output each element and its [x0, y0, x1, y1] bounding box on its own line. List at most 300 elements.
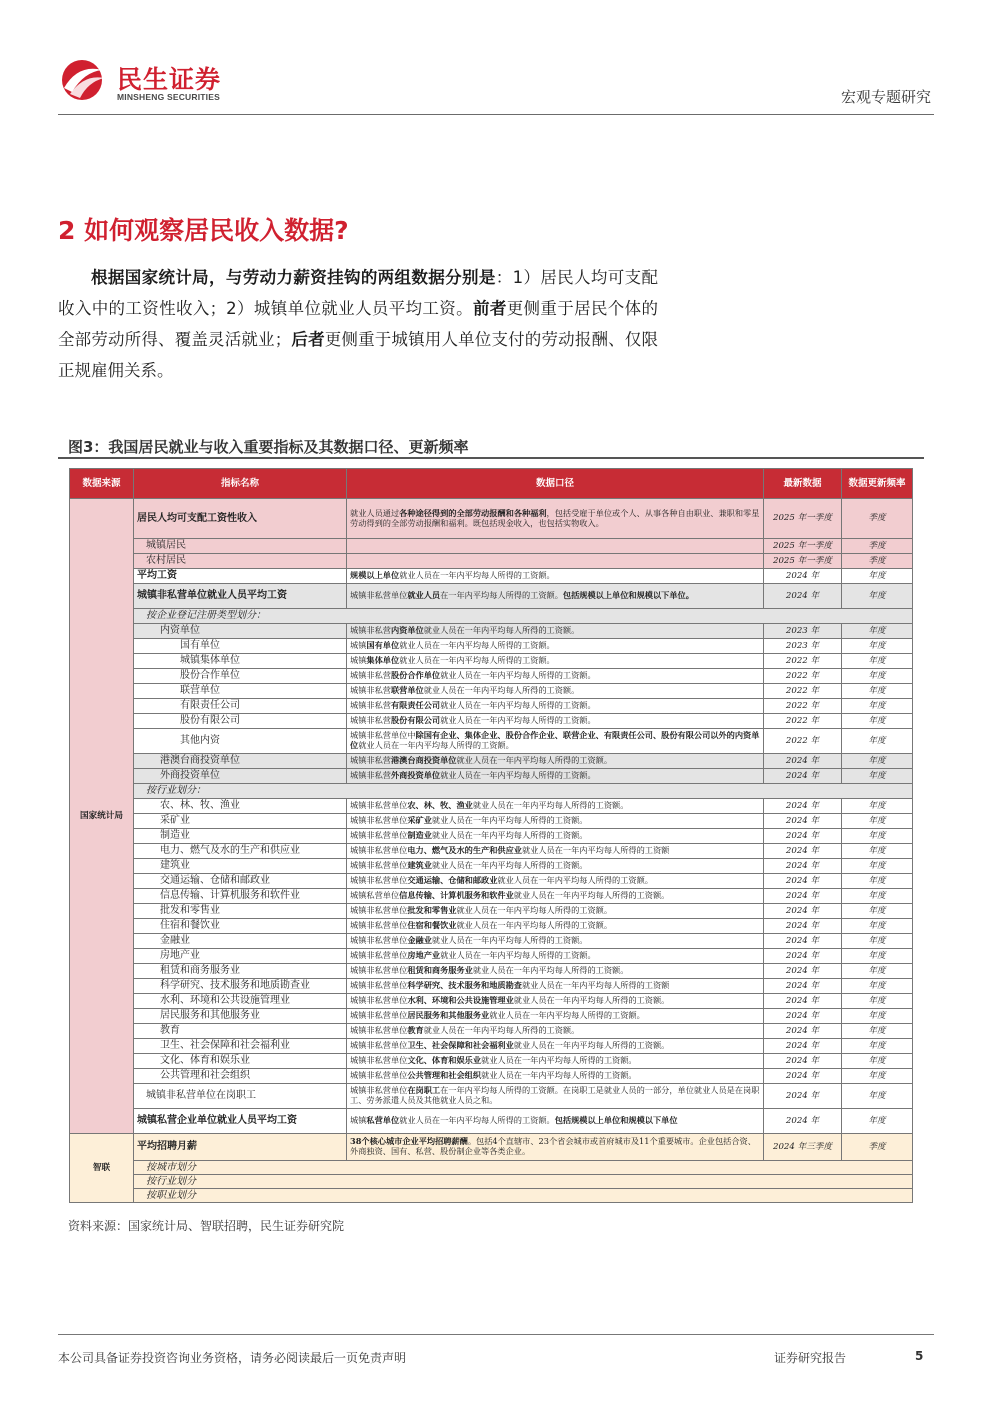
update-frequency-cell: 季度	[842, 554, 913, 569]
definition-cell	[347, 994, 764, 1009]
report-type: 宏观专题研究	[840, 88, 931, 106]
definition-run: 就业人员在一年内平均每人所得的工资额。	[399, 1115, 555, 1126]
update-frequency-cell: 年度	[842, 1024, 913, 1039]
definition-cell	[347, 844, 764, 859]
update-frequency-cell: 年度	[842, 754, 913, 769]
update-frequency-cell: 年度	[842, 684, 913, 699]
table-row	[70, 784, 913, 799]
latest-data-cell: 2024 年	[764, 799, 842, 814]
definition-run: 城镇非私营单位	[350, 1040, 408, 1051]
definition-bold-run: 外商投资单位	[390, 770, 441, 781]
definition-run: 就业人员在一年内平均每人所得的工资额。	[456, 755, 613, 766]
footer-disclaimer: 本公司具备证券投资咨询业务资格，请务必阅读最后一页免责声明	[58, 1351, 407, 1365]
definition-bold-run: 教育	[407, 1025, 424, 1036]
update-frequency-cell: 年度	[842, 994, 913, 1009]
definition-cell	[347, 814, 764, 829]
indicator-name-cell: 住宿和餐饮业	[134, 919, 347, 934]
definition-run: 城镇非私营	[350, 700, 391, 711]
definition-bold-run: 农、林、牧、渔业	[407, 800, 473, 811]
indicator-name-cell: 金融业	[134, 934, 347, 949]
indicator-name-cell: 采矿业	[134, 814, 347, 829]
indicator-name-cell: 房地产业	[134, 949, 347, 964]
definition-bold-run: 制造业	[407, 830, 432, 841]
definition-bold-run: 金融业	[407, 935, 432, 946]
definition-run: 在一年内平均每人所得的工资额。在岗职工是就业人员的一部分，单位就业人员是在岗职工、劳务派遣人员及其他就业人员之和。	[350, 1085, 760, 1105]
paragraph-bold-run: 后者	[291, 330, 325, 349]
indicator-name-cell: 按城市划分	[134, 1161, 913, 1175]
table-row	[70, 1009, 913, 1024]
update-frequency-cell: 季度	[842, 1134, 913, 1161]
indicator-name-cell: 国有单位	[134, 639, 347, 654]
definition-cell	[347, 904, 764, 919]
update-frequency-cell: 年度	[842, 814, 913, 829]
definition-bold-run: 集体单位	[366, 655, 400, 666]
table-row	[70, 874, 913, 889]
definition-run: 就业人员在一年内平均每人所得的工资额。	[431, 815, 588, 826]
footer-doc-type: 证券研究报告	[774, 1351, 847, 1365]
definition-cell	[347, 669, 764, 684]
definition-bold-run: 各种途径得到的全部劳动报酬和各种福利	[399, 507, 547, 518]
table-row	[70, 769, 913, 784]
table-row	[70, 994, 913, 1009]
indicator-name-cell: 按职业划分	[134, 1189, 913, 1203]
table-row	[70, 814, 913, 829]
indicator-name-cell: 按企业登记注册类型划分：	[134, 609, 913, 624]
definition-run: 就业人员在一年内平均每人所得的工资额。	[440, 715, 596, 726]
update-frequency-cell: 年度	[842, 584, 913, 609]
indicator-name-cell: 卫生、社会保障和社会福利业	[134, 1039, 347, 1054]
table-row	[70, 1039, 913, 1054]
indicator-name-cell: 按行业划分	[134, 1175, 913, 1189]
definition-run: 。包括4个直辖市、23个省会城市或首府城市及11个重要城市。企业包括合资、外商独资、国有、私营、股份制企业等各类企业。	[350, 1136, 756, 1156]
definition-cell	[347, 919, 764, 934]
definition-cell	[347, 714, 764, 729]
brand-name-en: MINSHENG SECURITIES	[117, 92, 220, 102]
indicator-name-cell: 城镇集体单位	[134, 654, 347, 669]
definition-cell	[347, 1024, 764, 1039]
definition-cell	[347, 934, 764, 949]
indicator-name-cell: 租赁和商务服务业	[134, 964, 347, 979]
definition-run: 就业人员在一年内平均每人所得的工资额。	[431, 935, 588, 946]
definition-run: 城镇非私营单位	[350, 860, 408, 871]
body-paragraph	[58, 262, 658, 386]
table-row	[70, 584, 913, 609]
table-row	[70, 964, 913, 979]
update-frequency-cell: 年度	[842, 1009, 913, 1024]
definition-cell	[347, 979, 764, 994]
definition-run: 就业人员在一年内平均每人所得的工资额。	[440, 950, 596, 961]
update-frequency-cell: 年度	[842, 729, 913, 754]
definition-run: 就业人员在一年内平均每人所得的工资额。	[513, 890, 670, 901]
update-frequency-cell: 年度	[842, 844, 913, 859]
table-row	[70, 1084, 913, 1109]
definition-cell	[347, 1009, 764, 1024]
update-frequency-cell: 季度	[842, 499, 913, 539]
definition-bold-run: 规模以上单位	[350, 570, 400, 581]
definition-run: 城镇非私营	[350, 625, 391, 636]
definition-run: 就业人员在一年内平均每人所得的工资额。	[456, 905, 613, 916]
header-indicator: 指标名称	[134, 469, 347, 499]
definition-cell	[347, 499, 764, 539]
definition-run: ，包括受雇于单位或个人、从事各种自由职业、兼职和零星劳动得到的全部劳动报酬和福利。既包括现金收入，也包括实物收入。	[350, 507, 760, 528]
latest-data-cell: 2024 年	[764, 814, 842, 829]
definition-bold-run: 国有单位	[366, 640, 400, 651]
brand-name-cn: 民生证券	[117, 65, 222, 94]
definition-bold-run: 港澳台商投资单位	[390, 755, 457, 766]
definition-run: 城镇非私营单位	[350, 800, 408, 811]
latest-data-cell: 2024 年	[764, 754, 842, 769]
table-row	[70, 609, 913, 624]
definition-run: 城镇非私营单位	[350, 1055, 408, 1066]
latest-data-cell: 2024 年	[764, 1069, 842, 1084]
figure-title: 图3：我国居民就业与收入重要指标及其数据口径、更新频率	[68, 438, 469, 456]
table-row	[70, 949, 913, 964]
definition-run: 城镇非私营单位	[350, 905, 408, 916]
definition-run: 就业人员在一年内平均每人所得的工资额。	[399, 655, 555, 666]
definition-run: 就业人员在一年内平均每人所得的工资额。	[399, 570, 555, 581]
indicator-name-cell: 平均工资	[134, 569, 347, 584]
update-frequency-cell: 年度	[842, 1039, 913, 1054]
update-frequency-cell: 年度	[842, 714, 913, 729]
update-frequency-cell: 年度	[842, 1069, 913, 1084]
definition-run: 就业人员在一年内平均每人所得的工资额。	[399, 640, 555, 651]
table-row	[70, 1054, 913, 1069]
definition-run: 就业人员在一年内平均每人所得的工资额。	[489, 1010, 645, 1021]
definition-run: 城镇非私营单位	[350, 920, 408, 931]
indicator-name-cell: 教育	[134, 1024, 347, 1039]
source-cell: 智联	[70, 1134, 134, 1203]
indicator-name-cell: 其他内资	[134, 729, 347, 754]
definition-run: 就业人员在一年内平均每人所得的工资额。	[423, 625, 580, 636]
definition-run: 就业人员在一年内平均每人所得的工资额。	[513, 1040, 670, 1051]
indicator-name-cell: 外商投资单位	[134, 769, 347, 784]
definition-run: 城镇非私营单位	[350, 980, 408, 991]
latest-data-cell: 2024 年	[764, 569, 842, 584]
update-frequency-cell: 年度	[842, 769, 913, 784]
update-frequency-cell: 年度	[842, 979, 913, 994]
update-frequency-cell: 年度	[842, 919, 913, 934]
indicator-name-cell: 股份有限公司	[134, 714, 347, 729]
table-row	[70, 1189, 913, 1203]
header-divider	[58, 114, 934, 115]
latest-data-cell: 2022 年	[764, 669, 842, 684]
paragraph-run: 更侧重于居民个体的全部劳动所得、覆盖灵活就业；	[58, 299, 659, 349]
definition-run: 城镇非私营	[350, 715, 391, 726]
indicator-name-cell: 股份合作单位	[134, 669, 347, 684]
definition-run: 就业人员在一年内平均每人所得的工资额。	[481, 1055, 637, 1066]
latest-data-cell: 2024 年	[764, 904, 842, 919]
minsheng-logo-icon	[58, 58, 108, 102]
latest-data-cell: 2024 年	[764, 1054, 842, 1069]
latest-data-cell: 2024 年	[764, 919, 842, 934]
indicator-name-cell: 农、林、牧、渔业	[134, 799, 347, 814]
definition-run: 城镇非私营单位	[350, 815, 408, 826]
definition-bold-run: 交通运输、仓储和邮政业	[407, 875, 498, 886]
definition-run: 就业人员在一年内平均每人所得的工资额。	[423, 685, 580, 696]
definition-run: 就业人员在一年内平均每人所得的工资额。	[423, 1025, 580, 1036]
header-definition: 数据口径	[347, 469, 764, 499]
update-frequency-cell: 年度	[842, 964, 913, 979]
header-latest: 最新数据	[764, 469, 842, 499]
definition-run: 城镇非私营单位中	[350, 730, 416, 741]
update-frequency-cell: 年度	[842, 1109, 913, 1134]
indicator-name-cell: 居民人均可支配工资性收入	[134, 499, 347, 539]
table-row	[70, 889, 913, 904]
latest-data-cell: 2024 年	[764, 769, 842, 784]
update-frequency-cell: 季度	[842, 539, 913, 554]
table-row	[70, 1161, 913, 1175]
definition-cell	[347, 889, 764, 904]
latest-data-cell: 2024 年	[764, 1039, 842, 1054]
indicator-name-cell: 科学研究、技术服务和地质勘查业	[134, 979, 347, 994]
update-frequency-cell: 年度	[842, 859, 913, 874]
definition-bold-run: 电力、燃气及水的生产和供应业	[407, 845, 522, 856]
definition-cell	[347, 654, 764, 669]
indicator-name-cell: 城镇私营企业单位就业人员平均工资	[134, 1109, 347, 1134]
definition-run: 城镇非私营单位	[350, 995, 408, 1006]
table-row	[70, 699, 913, 714]
table-row	[70, 684, 913, 699]
section-title: 2 如何观察居民收入数据?	[58, 216, 349, 245]
latest-data-cell: 2024 年三季度	[764, 1134, 842, 1161]
latest-data-cell: 2025 年一季度	[764, 499, 842, 539]
indicator-name-cell: 交通运输、仓储和邮政业	[134, 874, 347, 889]
indicator-table	[69, 468, 913, 1203]
definition-cell	[347, 729, 764, 754]
definition-bold-run: 包括规模以上单位和规模以下单位。	[562, 590, 694, 601]
definition-run: 就业人员在一年内平均每人所得的工资额。	[497, 875, 653, 886]
source-cell: 国家统计局	[70, 499, 134, 1134]
definition-bold-run: 内资单位	[390, 625, 424, 636]
latest-data-cell: 2024 年	[764, 844, 842, 859]
latest-data-cell: 2024 年	[764, 949, 842, 964]
indicator-table-container	[69, 468, 912, 1201]
indicator-name-cell: 信息传输、计算机服务和软件业	[134, 889, 347, 904]
latest-data-cell: 2024 年	[764, 979, 842, 994]
definition-run: 就业人员通过	[350, 507, 400, 518]
latest-data-cell: 2024 年	[764, 994, 842, 1009]
latest-data-cell: 2022 年	[764, 699, 842, 714]
definition-run: 城镇非私营单位	[350, 965, 408, 976]
indicator-name-cell: 农村居民	[134, 554, 347, 569]
definition-cell	[347, 949, 764, 964]
definition-cell	[347, 1039, 764, 1054]
definition-run: 城镇非私营单位	[350, 1010, 408, 1021]
latest-data-cell: 2024 年	[764, 874, 842, 889]
update-frequency-cell: 年度	[842, 699, 913, 714]
paragraph-bold-run: 前者	[472, 299, 507, 318]
table-row	[70, 1109, 913, 1134]
definition-cell	[347, 1069, 764, 1084]
definition-bold-run: 文化、体育和娱乐业	[407, 1055, 482, 1066]
definition-run: 就业人员在一年内平均每人所得的工资额。	[440, 700, 596, 711]
definition-cell	[347, 1084, 764, 1109]
definition-cell	[347, 1134, 764, 1161]
table-row	[70, 1134, 913, 1161]
indicator-name-cell: 电力、燃气及水的生产和供应业	[134, 844, 347, 859]
definition-cell	[347, 554, 764, 569]
definition-run: 城镇非私营	[350, 770, 391, 781]
definition-bold-run: 有限责任公司	[390, 700, 441, 711]
table-row	[70, 729, 913, 754]
header-source: 数据来源	[70, 469, 134, 499]
definition-cell	[347, 539, 764, 554]
table-row	[70, 1024, 913, 1039]
table-row	[70, 1175, 913, 1189]
table-row	[70, 979, 913, 994]
definition-run: 城镇非私营单位	[350, 1085, 408, 1096]
table-row	[70, 639, 913, 654]
page-number: 5	[915, 1349, 924, 1363]
definition-run: 城镇非私营	[350, 755, 391, 766]
table-row	[70, 624, 913, 639]
update-frequency-cell: 年度	[842, 1054, 913, 1069]
table-row	[70, 539, 913, 554]
paragraph-run: ：1）居民人均可支配收入中的工资性收入；2）城镇单位就业人员平均工资。	[58, 268, 659, 318]
table-row	[70, 829, 913, 844]
figure-title-divider	[58, 457, 924, 459]
update-frequency-cell: 年度	[842, 889, 913, 904]
definition-cell	[347, 624, 764, 639]
indicator-name-cell: 城镇非私营单位就业人员平均工资	[134, 584, 347, 609]
update-frequency-cell: 年度	[842, 949, 913, 964]
definition-bold-run: 租赁和商务服务业	[407, 965, 473, 976]
definition-cell	[347, 964, 764, 979]
indicator-name-cell: 城镇非私营单位在岗职工	[134, 1084, 347, 1109]
definition-run: 就业人员在一年内平均每人所得的工资额	[521, 845, 670, 856]
table-row	[70, 919, 913, 934]
definition-run: 就业人员在一年内平均每人所得的工资额。	[440, 670, 596, 681]
definition-cell	[347, 799, 764, 814]
definition-run: 就业人员在一年内平均每人所得的工资额。	[431, 860, 588, 871]
table-row	[70, 669, 913, 684]
update-frequency-cell: 年度	[842, 829, 913, 844]
update-frequency-cell: 年度	[842, 874, 913, 889]
definition-bold-run: 居民服务和其他服务业	[407, 1010, 490, 1021]
latest-data-cell: 2024 年	[764, 1024, 842, 1039]
definition-run: 城镇非私营单位	[350, 1070, 408, 1081]
definition-bold-run: 股份有限公司	[390, 715, 441, 726]
definition-bold-run: 卫生、社会保障和社会福利业	[407, 1040, 514, 1051]
definition-run: 就业人员在一年内平均每人所得的工资额	[521, 980, 670, 991]
indicator-name-cell: 城镇居民	[134, 539, 347, 554]
definition-run: 城镇非私营单位	[350, 1025, 408, 1036]
table-row	[70, 799, 913, 814]
latest-data-cell: 2022 年	[764, 684, 842, 699]
table-row	[70, 904, 913, 919]
table-row	[70, 554, 913, 569]
definition-cell	[347, 584, 764, 609]
update-frequency-cell: 年度	[842, 904, 913, 919]
header-frequency: 数据更新频率	[842, 469, 913, 499]
latest-data-cell: 2024 年	[764, 889, 842, 904]
indicator-name-cell: 按行业划分：	[134, 784, 913, 799]
latest-data-cell: 2024 年	[764, 1084, 842, 1109]
definition-bold-run: 房地产业	[407, 950, 441, 961]
definition-bold-run: 住宿和餐饮业	[407, 920, 457, 931]
definition-run: 城镇非私营	[350, 685, 391, 696]
definition-bold-run: 水利、环境和公共设施管理业	[407, 995, 514, 1006]
latest-data-cell: 2022 年	[764, 714, 842, 729]
update-frequency-cell: 年度	[842, 624, 913, 639]
paragraph-bold-run: 根据国家统计局，与劳动力薪资挂钩的两组数据分别是	[91, 268, 496, 287]
update-frequency-cell: 年度	[842, 639, 913, 654]
latest-data-cell: 2024 年	[764, 859, 842, 874]
definition-run: 城镇	[350, 640, 367, 651]
table-row	[70, 714, 913, 729]
definition-run: 城镇私营单位	[350, 890, 400, 901]
indicator-name-cell: 制造业	[134, 829, 347, 844]
table-row	[70, 654, 913, 669]
definition-bold-run: 建筑业	[407, 860, 432, 871]
latest-data-cell: 2025 年一季度	[764, 554, 842, 569]
indicator-name-cell: 居民服务和其他服务业	[134, 1009, 347, 1024]
figure-source-note: 资料来源：国家统计局、智联招聘，民生证券研究院	[68, 1219, 345, 1233]
definition-bold-run: 包括规模以上单位和规模以下单位	[554, 1115, 678, 1126]
table-row	[70, 844, 913, 859]
definition-run: 就业人员在一年内平均每人所得的工资额。	[513, 995, 670, 1006]
definition-bold-run: 股份合作单位	[390, 670, 441, 681]
latest-data-cell: 2023 年	[764, 624, 842, 639]
definition-bold-run: 私营单位	[366, 1115, 400, 1126]
definition-cell	[347, 1054, 764, 1069]
update-frequency-cell: 年度	[842, 1084, 913, 1109]
definition-bold-run: 信息传输、计算机服务和软件业	[399, 890, 514, 901]
definition-run: 城镇	[350, 655, 367, 666]
definition-cell	[347, 639, 764, 654]
latest-data-cell: 2024 年	[764, 829, 842, 844]
table-header-row	[70, 469, 913, 499]
table-row	[70, 569, 913, 584]
definition-run: 城镇非私营单位	[350, 590, 408, 601]
definition-cell	[347, 754, 764, 769]
definition-bold-run: 就业人员	[407, 590, 441, 601]
definition-run: 就业人员在一年内平均每人所得的工资额。	[431, 830, 588, 841]
indicator-name-cell: 平均招聘月薪	[134, 1134, 347, 1161]
definition-run: 城镇非私营单位	[350, 875, 408, 886]
definition-cell	[347, 1109, 764, 1134]
definition-cell	[347, 874, 764, 889]
indicator-name-cell: 联营单位	[134, 684, 347, 699]
table-row	[70, 754, 913, 769]
indicator-name-cell: 建筑业	[134, 859, 347, 874]
definition-run: 城镇非私营单位	[350, 950, 408, 961]
latest-data-cell: 2024 年	[764, 1009, 842, 1024]
indicator-name-cell: 批发和零售业	[134, 904, 347, 919]
definition-bold-run: 38个核心城市企业平均招聘薪酬	[350, 1136, 468, 1147]
definition-cell	[347, 684, 764, 699]
definition-bold-run: 批发和零售业	[407, 905, 457, 916]
definition-bold-run: 科学研究、技术服务和地质勘查	[407, 980, 522, 991]
definition-cell	[347, 569, 764, 584]
paragraph-run: 更侧重于城镇用人单位支付的劳动报酬、仅限正规雇佣关系。	[58, 330, 659, 380]
definition-run: 就业人员在一年内平均每人所得的工资额。	[440, 770, 596, 781]
latest-data-cell: 2022 年	[764, 729, 842, 754]
definition-bold-run: 公共管理和社会组织	[407, 1070, 482, 1081]
indicator-name-cell: 水利、环境和公共设施管理业	[134, 994, 347, 1009]
latest-data-cell: 2024 年	[764, 584, 842, 609]
definition-run: 城镇非私营单位	[350, 935, 408, 946]
definition-bold-run: 在岗职工	[407, 1085, 441, 1096]
definition-run: 就业人员在一年内平均每人所得的工资额。	[456, 920, 613, 931]
latest-data-cell: 2024 年	[764, 1109, 842, 1134]
table-row	[70, 1069, 913, 1084]
definition-bold-run: 除国有企业、集体企业、股份合作企业、联营企业、有限责任公司、股份有限公司以外的内资单位	[350, 730, 760, 750]
definition-run: 就业人员在一年内平均每人所得的工资额。	[358, 740, 514, 750]
definition-run: 在一年内平均每人所得的工资额。	[440, 590, 563, 601]
definition-cell	[347, 699, 764, 714]
definition-run: 就业人员在一年内平均每人所得的工资额。	[481, 1070, 637, 1081]
